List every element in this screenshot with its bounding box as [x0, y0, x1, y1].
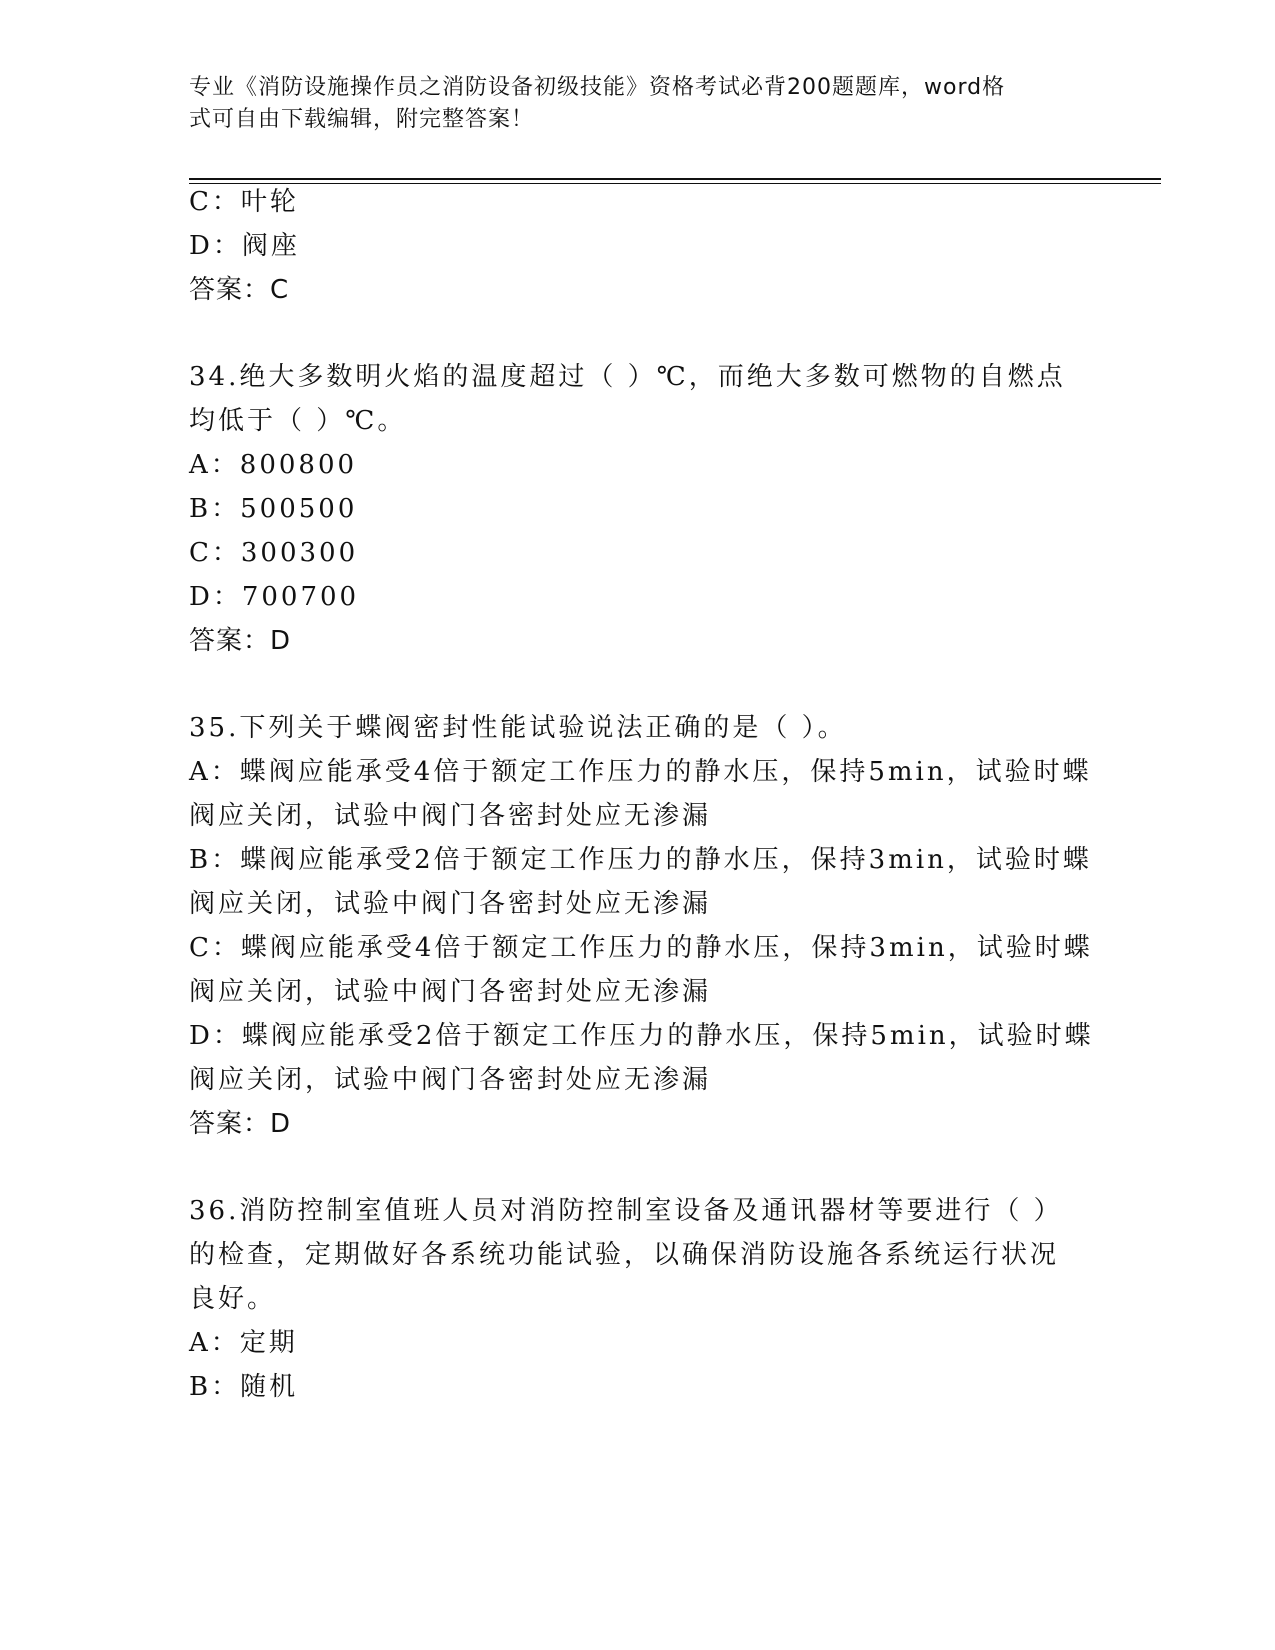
q35-option-d-line-1: D：蝶阀应能承受2倍于额定工作压力的静水压，保持5min，试验时蝶 — [189, 1021, 1094, 1051]
header-divider-thick — [189, 178, 1161, 180]
q36-stem-line-2: 的检查，定期做好各系统功能试验，以确保消防设施各系统运行状况 — [189, 1240, 1060, 1270]
q36-stem-line-3: 良好。 — [189, 1284, 277, 1314]
prev-answer: 答案：C — [189, 275, 290, 305]
q36-option-a: A：定期 — [189, 1328, 298, 1358]
document-header — [189, 72, 1069, 136]
header-title-line-2: 式可自由下载编辑，附完整答案！ — [189, 107, 535, 132]
q35-stem: 35.下列关于蝶阀密封性能试验说法正确的是（ ）。 — [189, 713, 847, 743]
q35-option-c-line-1: C：蝶阀应能承受4倍于额定工作压力的静水压，保持3min，试验时蝶 — [189, 933, 1093, 963]
q34-answer: 答案：D — [189, 626, 292, 656]
q34-option-b: B：500500 — [189, 494, 358, 524]
q35-option-a-line-2: 阀应关闭，试验中阀门各密封处应无渗漏 — [189, 801, 712, 831]
q35-option-a-line-1: A：蝶阀应能承受4倍于额定工作压力的静水压，保持5min，试验时蝶 — [189, 757, 1092, 787]
q34-stem-line-2: 均低于（ ）℃。 — [189, 406, 407, 436]
q34-option-c: C：300300 — [189, 538, 359, 568]
q35-answer: 答案：D — [189, 1109, 292, 1139]
header-divider-thin — [189, 183, 1161, 184]
q36-stem-line-1: 36.消防控制室值班人员对消防控制室设备及通讯器材等要进行（ ） — [189, 1196, 1063, 1226]
q35-option-b-line-1: B：蝶阀应能承受2倍于额定工作压力的静水压，保持3min，试验时蝶 — [189, 845, 1092, 875]
q34-option-a: A：800800 — [189, 450, 358, 480]
q34-option-d: D：700700 — [189, 582, 360, 612]
q35-option-d-line-2: 阀应关闭，试验中阀门各密封处应无渗漏 — [189, 1065, 712, 1095]
header-title-line-1: 专业《消防设施操作员之消防设备初级技能》资格考试必背200题题库，word格 — [189, 75, 1006, 100]
q35-option-c-line-2: 阀应关闭，试验中阀门各密封处应无渗漏 — [189, 977, 712, 1007]
prev-option-d: D：阀座 — [189, 231, 300, 261]
q35-option-b-line-2: 阀应关闭，试验中阀门各密封处应无渗漏 — [189, 889, 712, 919]
q34-stem-line-1: 34.绝大多数明火焰的温度超过（ ）℃，而绝大多数可燃物的自燃点 — [189, 362, 1066, 392]
q36-option-b: B：随机 — [189, 1372, 299, 1402]
prev-option-c: C：叶轮 — [189, 187, 299, 217]
